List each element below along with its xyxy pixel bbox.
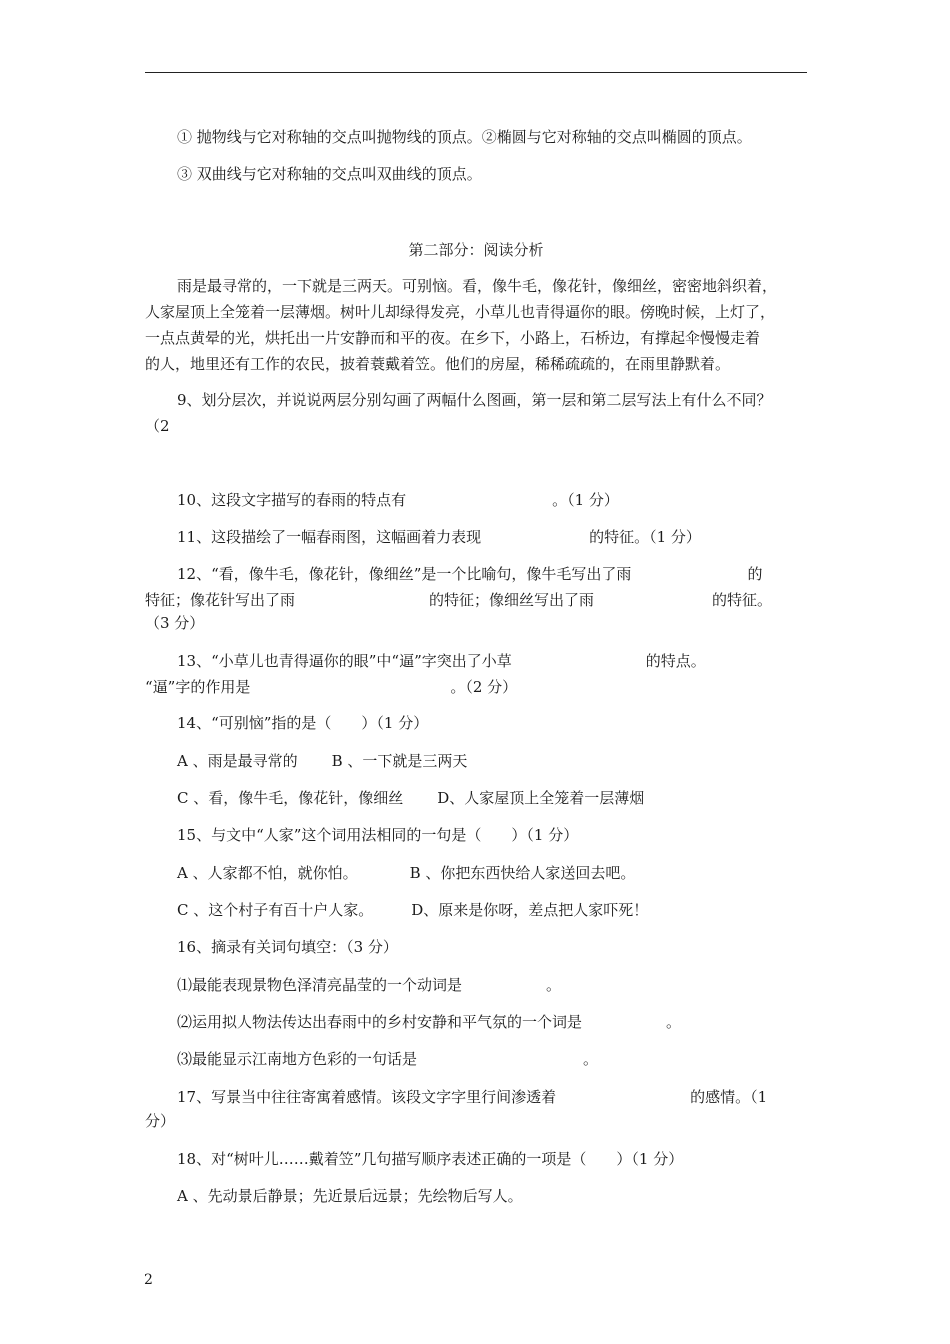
q15-option-d: D、原来是你呀，差点把人家吓死！	[411, 901, 649, 919]
q14-options-cd	[145, 788, 847, 808]
q12-text: 12、“看，像牛毛，像花针，像细丝”是一个比喻句，像牛毛写出了雨	[177, 565, 632, 583]
q16-sub-2: ⑵运用拟人物法传达出春雨中的乡村安静和平气氛的一个词是 。	[177, 1013, 682, 1031]
q15-stem: 15、与文中“人家”这个词用法相同的一句是（ ）（1 分）	[177, 826, 579, 844]
q13-line-2: “逼”字的作用是 。（2 分）	[145, 678, 518, 696]
q12-line-2: 特征；像花针写出了雨 的特征；像细丝写出了雨 的特征。	[145, 591, 773, 609]
header-rule	[145, 72, 807, 73]
q14-option-b: B 、一下就是三两天	[331, 752, 468, 770]
passage-line-4: 的人，地里还有工作的农民，披着蓑戴着笠。他们的房屋，稀稀疏疏的，在雨里静默着。	[145, 355, 731, 373]
q15-option-a: A 、人家都不怕，就你怕。	[177, 864, 358, 882]
q14-option-c: C 、看，像牛毛，像花针，像细丝	[177, 789, 404, 807]
q14-option-a: A 、雨是最寻常的	[177, 752, 298, 770]
q15-option-b: B 、你把东西快给人家送回去吧。	[409, 864, 636, 882]
passage-line-3: 一点点黄晕的光，烘托出一片安静而和平的夜。在乡下，小路上，石桥边，有撑起伞慢慢走着	[145, 329, 761, 347]
note-line-1: ① 抛物线与它对称轴的交点叫抛物线的顶点。②椭圆与它对称轴的交点叫椭圆的顶点。	[177, 128, 752, 146]
q13-line-1: 13、“小草儿也青得逼你的眼”中“逼”字突出了小草 的特点。	[177, 652, 706, 670]
note-line-2: ③ 双曲线与它对称轴的交点叫双曲线的顶点。	[177, 165, 482, 183]
q12-line-3: （3 分）	[145, 614, 205, 632]
q12-line-1: 12、“看，像牛毛，像花针，像细丝”是一个比喻句，像牛毛写出了雨 的	[177, 565, 763, 583]
page-number: 2	[144, 1272, 153, 1288]
q14-stem: 14、“可别恼”指的是（ ）（1 分）	[177, 714, 429, 732]
q15-options-cd	[145, 900, 847, 920]
q17-line-1: 17、写景当中往往寄寓着感情。该段文字字里行间渗透着 的感情。（1	[177, 1088, 768, 1106]
q10-end: 。（1 分）	[552, 491, 619, 509]
q14-options-ab	[145, 751, 847, 771]
q11	[145, 527, 847, 547]
q15-option-c: C 、这个村子有百十户人家。	[177, 901, 374, 919]
q16-sub-1: ⑴最能表现景物色泽清亮晶莹的一个动词是 。	[177, 976, 562, 994]
q17-line-2: 分）	[145, 1112, 176, 1130]
q11-text: 11、这段描绘了一幅春雨图，这幅画着力表现	[177, 528, 482, 546]
q15-options-ab	[145, 863, 847, 883]
q10	[145, 490, 847, 510]
q11-end: 的特征。（1 分）	[589, 528, 701, 546]
q14-option-d: D、人家屋顶上全笼着一层薄烟	[437, 789, 645, 807]
section-title: 第二部分：阅读分析	[408, 241, 544, 259]
q16-sub-3: ⑶最能显示江南地方色彩的一句话是 。	[177, 1050, 599, 1068]
q9-line-2: （2	[145, 417, 170, 435]
q10-text: 10、这段文字描写的春雨的特点有	[177, 491, 407, 509]
q9-line-1: 9、划分层次，并说说两层分别勾画了两幅什么图画，第一层和第二层写法上有什么不同？	[177, 391, 772, 409]
passage-line-1: 雨是最寻常的，一下就是三两天。可别恼。看，像牛毛，像花针，像细丝，密密地斜织着，	[177, 277, 778, 295]
passage-line-2: 人家屋顶上全笼着一层薄烟。树叶儿却绿得发亮，小草儿也青得逼你的眼。傍晚时候，上灯了，	[145, 303, 776, 321]
q18-stem: 18、对“树叶儿……戴着笠”几句描写顺序表述正确的一项是（ ）（1 分）	[177, 1150, 684, 1168]
q18-option-a: A 、先动景后静景；先近景后远景；先绘物后写人。	[177, 1187, 523, 1205]
q16-stem: 16、摘录有关词句填空：（3 分）	[177, 938, 398, 956]
